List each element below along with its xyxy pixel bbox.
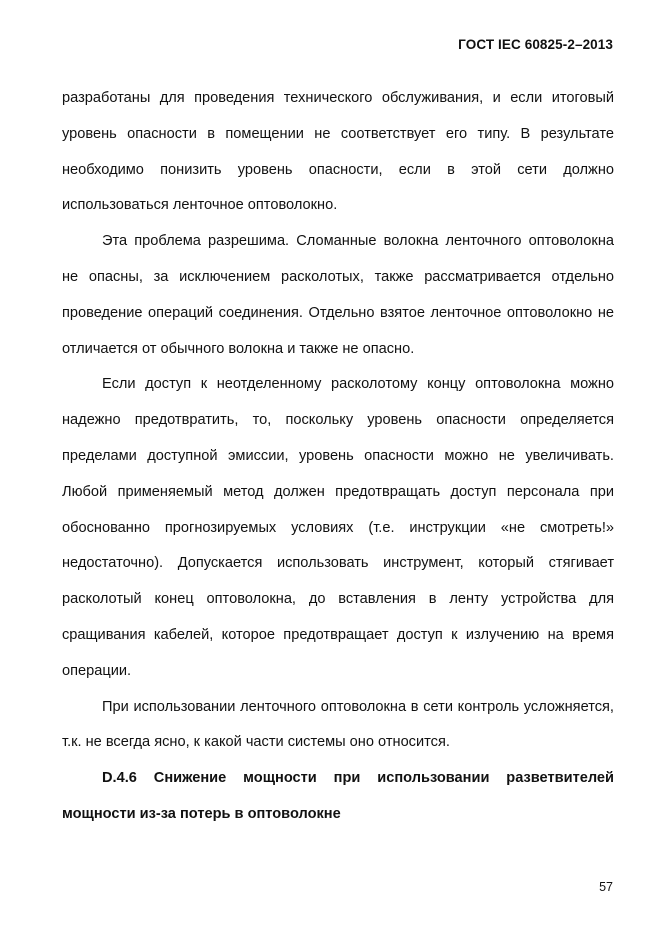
document-header: ГОСТ IEC 60825-2–2013 [458, 37, 613, 52]
paragraph: При использовании ленточного оптоволокна в сети контроль усложняется, т.к. не всегда ясно, к какой части системы оно относится. [62, 698, 614, 751]
paragraph-continuation: разработаны для проведения технического обслуживания, и если итоговый уровень опасности в помещении не соответствует его типу. В результате необходимо понизить уровень опасности, если в этой сети должно использоваться ленточное оптоволокно. [62, 90, 614, 214]
page-number: 57 [599, 880, 613, 894]
section-heading: D.4.6 Снижение мощности при использовании разветвителей мощности из-за потерь в оптоволокне [62, 770, 614, 822]
paragraph: Если доступ к неотделенному расколотому концу оптоволокна можно надежно предотвратить, то, поскольку уровень опасности определяется пределами доступной эмиссии, уровень опасности можно не увеличивать. Любой применяемый метод должен предотвращать доступ персонала при обоснованно прогнозируемых условиях (т.е. инструкции «не смотреть!» недостаточно). Допускается использовать инструмент, который стягивает расколотый конец оптоволокна, до вставления в ленту устройства для сращивания кабелей, которое предотвращает доступ к излучению на время операции. [62, 376, 614, 679]
page-body [62, 81, 614, 833]
paragraph: Эта проблема разрешима. Сломанные волокна ленточного оптоволокна не опасны, за исключением расколотых, также рассматривается отдельно проведение операций соединения. Отдельно взятое ленточное оптоволокно не отличается от обычного волокна и также не опасно. [62, 233, 614, 357]
